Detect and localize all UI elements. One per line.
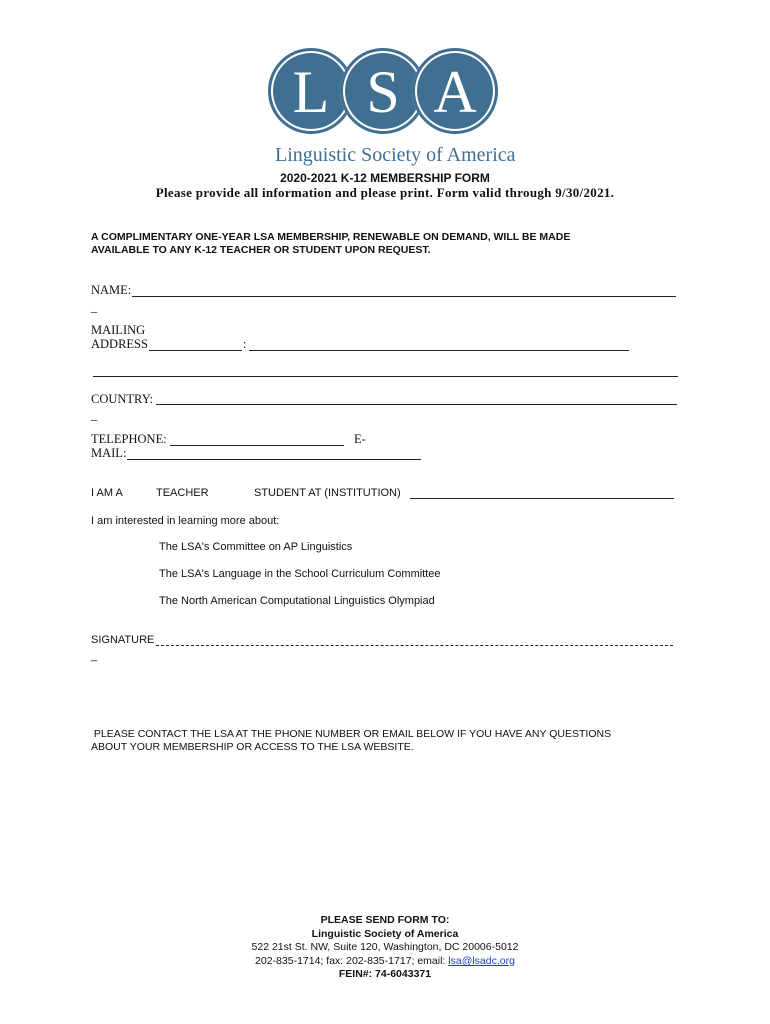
- footer-contact: [0, 955, 770, 967]
- footer-address: 522 21st St. NW, Suite 120, Washington, DC 20006-5012: [251, 941, 519, 953]
- email-field[interactable]: [127, 459, 421, 460]
- institution-field[interactable]: [410, 498, 674, 499]
- address-label: ADDRESS: [91, 337, 148, 351]
- notice-line-2: AVAILABLE TO ANY K-12 TEACHER OR STUDENT UPON REQUEST.: [91, 244, 431, 256]
- logo-circle-a: [412, 48, 498, 134]
- address-field[interactable]: [249, 350, 629, 351]
- role-teacher[interactable]: TEACHER: [156, 487, 209, 499]
- logo-letter-l: L: [292, 59, 330, 125]
- name-dash: _: [91, 300, 98, 314]
- email-label: MAIL:: [91, 446, 127, 460]
- form-title: 2020-2021 K-12 MEMBERSHIP FORM: [280, 171, 490, 185]
- footer-org: Linguistic Society of America: [311, 928, 459, 940]
- interests-intro: I am interested in learning more about:: [91, 515, 280, 527]
- footer-send-to: PLEASE SEND FORM TO:: [320, 914, 450, 926]
- address-colon: :: [243, 337, 247, 351]
- contact-notice-line-1: PLEASE CONTACT THE LSA AT THE PHONE NUMBER OR EMAIL BELOW IF YOU HAVE ANY QUESTIONS: [91, 728, 612, 740]
- form-subtitle: Please provide all information and please print. Form valid through 9/30/2021.: [155, 185, 615, 200]
- country-dash: _: [91, 408, 98, 422]
- email-label-prefix: E-: [354, 432, 366, 446]
- notice-line-1: A COMPLIMENTARY ONE-YEAR LSA MEMBERSHIP, RENEWABLE ON DEMAND, WILL BE MADE: [91, 231, 571, 243]
- logo-letter-a: A: [433, 59, 477, 125]
- interest-ap-linguistics[interactable]: The LSA's Committee on AP Linguistics: [159, 541, 353, 553]
- logo-name: Linguistic Society of America: [275, 144, 516, 166]
- footer-email-link[interactable]: lsa@lsadc.org: [448, 955, 515, 967]
- country-field[interactable]: [156, 404, 677, 405]
- signature-label: SIGNATURE: [91, 634, 155, 646]
- interest-school-curriculum[interactable]: The LSA's Language in the School Curriculum Committee: [159, 568, 441, 580]
- address-field-line-2[interactable]: [93, 376, 678, 377]
- footer-fein: FEIN#: 74-6043371: [338, 968, 432, 980]
- mailing-label: MAILING: [91, 323, 146, 337]
- role-student[interactable]: STUDENT AT (INSTITUTION): [254, 487, 401, 499]
- name-label: NAME:: [91, 283, 132, 297]
- telephone-field[interactable]: [170, 445, 344, 446]
- signature-dash: _: [91, 650, 98, 662]
- country-label: COUNTRY:: [91, 392, 154, 406]
- logo-letter-s: S: [366, 59, 400, 125]
- address-field-short[interactable]: [149, 350, 242, 351]
- footer-phone-fax: 202-835-1714; fax: 202-835-1717; email:: [255, 955, 449, 967]
- telephone-label: TELEPHONE:: [91, 432, 167, 446]
- contact-notice-line-2: ABOUT YOUR MEMBERSHIP OR ACCESS TO THE LSA WEBSITE.: [91, 741, 414, 753]
- role-label: I AM A: [91, 487, 123, 499]
- name-field[interactable]: [132, 296, 676, 297]
- signature-field[interactable]: [156, 645, 673, 646]
- interest-naclo[interactable]: The North American Computational Linguistics Olympiad: [159, 595, 435, 607]
